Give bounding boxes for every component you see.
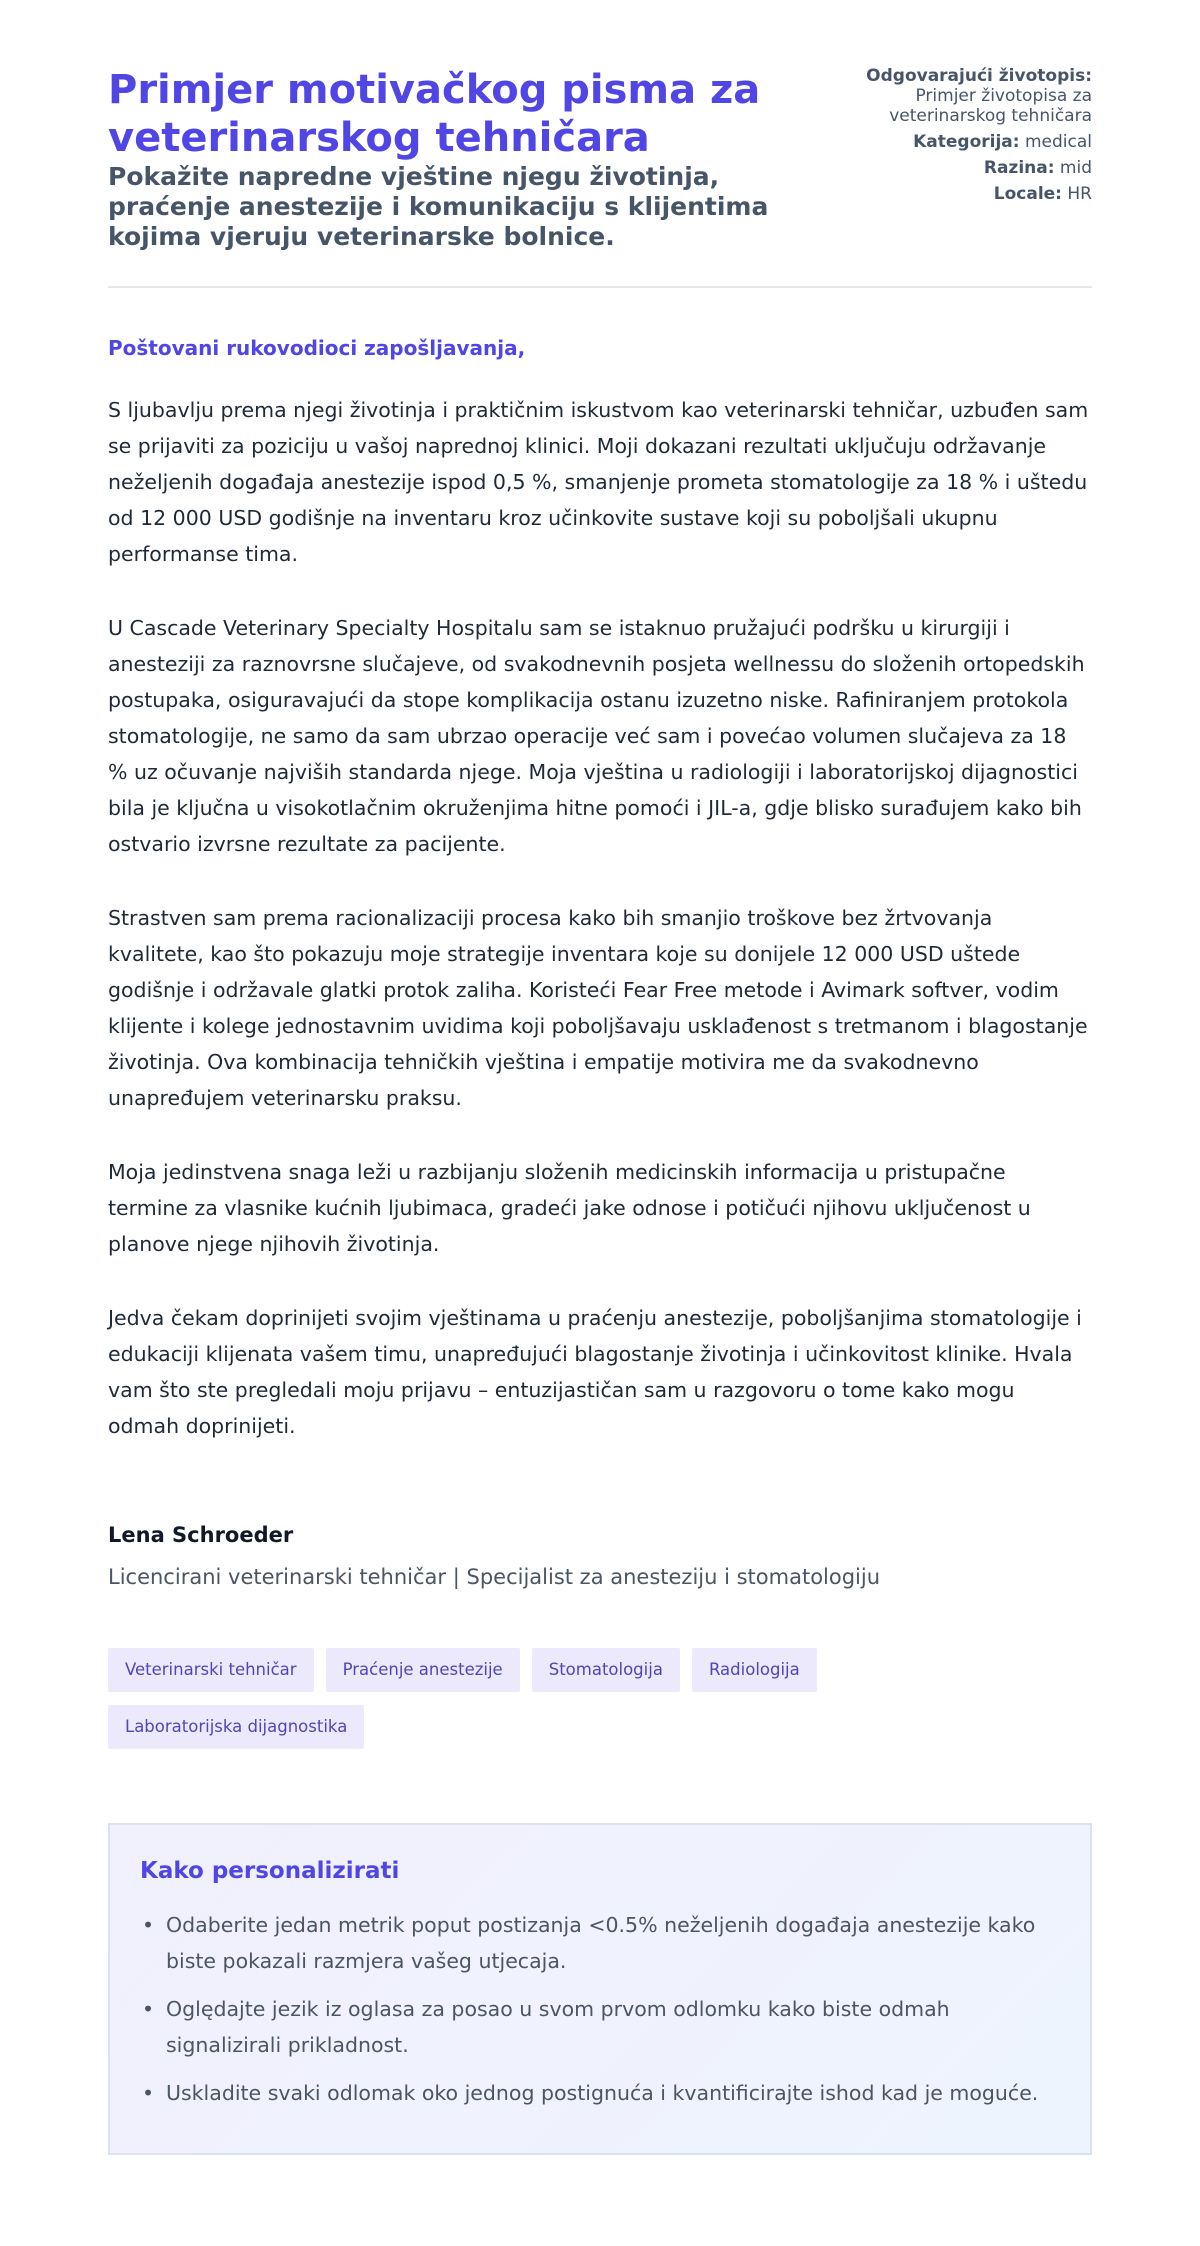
header-titles <box>108 60 808 252</box>
page-header <box>108 60 1092 288</box>
tip-item <box>140 1991 1060 2063</box>
meta-level <box>832 158 1092 178</box>
skill-tag: Stomatologija <box>532 1648 680 1692</box>
meta-category-value: medical <box>1024 132 1092 152</box>
meta-locale <box>832 184 1092 204</box>
skill-tag: Veterinarski tehničar <box>108 1648 314 1692</box>
letter-paragraph: U Cascade Veterinary Specialty Hospitalu sam se istaknuo pružajući podršku u kirurgiji i anesteziji za raznovrsne slučajeve, od svakodnevnih posjeta wellnessu do složenih ortopedskih postupaka, osiguravajući da stope komplikacija ostanu izuzetno niske. Rafiniranjem protokola stomatologije, ne samo da sam ubrzao operacije već sam i povećao volumen slučajeva za 18 % uz očuvanje najviših standarda njege. Moja vještina u radiologiji i laboratorijskoj dijagnostici bila je ključna u visokotlačnim okruženjima hitne pomoći i JIL-a, gdje blisko surađujem kako bih ostvario izvrsne rezultate za pacijente. <box>108 616 1085 856</box>
letter-paragraph: Jedva čekam doprinijeti svojim vještinama u praćenju anestezije, poboljšanjima stomatologije i edukaciji klijenata vašem timu, unapređujući blagostanje životinja i učinkovitost klinike. Hvala vam što ste pregledali moju prijavu – entuzijastičan sam u razgovoru o tome kako mogu odmah doprinijeti. <box>108 1306 1082 1438</box>
bullet-icon: • <box>142 1997 155 2021</box>
signature-role: Licencirani veterinarski tehničar | Specijalist za anesteziju i stomatologiju <box>108 1565 881 1589</box>
skill-tag: Radiologija <box>692 1648 817 1692</box>
meta-locale-value: HR <box>1067 184 1092 204</box>
meta-level-value: mid <box>1059 158 1092 178</box>
tip-item <box>140 2075 1060 2111</box>
bullet-icon: • <box>142 2081 155 2105</box>
page-title: Primjer motivačkog pisma za veterinarskog tehničara <box>108 67 761 161</box>
signature-name: Lena Schroeder <box>108 1523 294 1547</box>
tips-list <box>140 1907 1060 2111</box>
bullet-icon: • <box>142 1913 155 1937</box>
tip-text: Uskladite svaki odlomak oko jednog postignuća i kvantificirajte ishod kad je moguće. <box>166 2081 1039 2105</box>
page-subtitle: Pokažite napredne vještine njegu životinja, praćenje anestezije i komunikaciju s klijentima kojima vjeruju veterinarske bolnice. <box>108 162 769 251</box>
personalization-tips-box <box>108 1823 1092 2155</box>
tip-text: Odaberite jedan metrik poput postizanja <0.5% neželjenih događaja anestezije kako biste pokazali razmjera vašeg utjecaja. <box>166 1913 1036 1973</box>
meta-category <box>832 132 1092 152</box>
meta-resume-label: Odgovarajući životopis: <box>866 66 1092 86</box>
signature-block <box>108 1522 1092 1590</box>
skill-tag: Praćenje anestezije <box>326 1648 520 1692</box>
letter-salutation: Poštovani rukovodioci zapošljavanja, <box>108 336 526 360</box>
letter-paragraph: Strastven sam prema racionalizaciji procesa kako bih smanjio troškove bez žrtvovanja kvalitete, kao što pokazuju moje strategije inventara koje su donijele 12 000 USD uštede godišnje i održavale glatki protok zaliha. Koristeći Fear Free metode i Avimark softver, vodim klijente i kolege jednostavnim uvidima koji poboljšavaju usklađenost s tretmanom i blagostanje životinja. Ova kombinacija tehničkih vještina i empatije motivira me da svakodnevno unapređujem veterinarsku praksu. <box>108 906 1088 1110</box>
tip-item <box>140 1907 1060 1979</box>
tip-text: Oględajte jezik iz oglasa za posao u svom prvom odlomku kako biste odmah signalizirali prikladnost. <box>166 1997 950 2057</box>
meta-category-label: Kategorija: <box>913 132 1020 152</box>
letter-paragraph: S ljubavlju prema njegi životinja i praktičnim iskustvom kao veterinarski tehničar, uzbuđen sam se prijaviti za poziciju u vašoj naprednoj klinici. Moji dokazani rezultati uključuju održavanje neželjenih događaja anestezije ispod 0,5 %, smanjenje prometa stomatologije za 18 % i uštedu od 12 000 USD godišnje na inventaru kroz učinkovite sustave koji su poboljšali ukupnu performanse tima. <box>108 398 1089 566</box>
meta-panel <box>832 66 1092 210</box>
meta-locale-label: Locale: <box>993 184 1062 204</box>
skill-tags <box>108 1648 908 1749</box>
meta-resume <box>832 66 1092 126</box>
tips-title: Kako personalizirati <box>140 1858 400 1884</box>
meta-level-label: Razina: <box>983 158 1055 178</box>
skill-tag: Laboratorijska dijagnostika <box>108 1705 364 1749</box>
letter-paragraph: Moja jedinstvena snaga leži u razbijanju složenih medicinskih informacija u pristupačne termine za vlasnike kućnih ljubimaca, gradeći jake odnose i potičući njihovu uključenost u planove njege njihovih životinja. <box>108 1160 1031 1256</box>
meta-resume-value: Primjer životopisa za veterinarskog tehničara <box>889 86 1092 126</box>
letter-body <box>108 392 1092 1444</box>
